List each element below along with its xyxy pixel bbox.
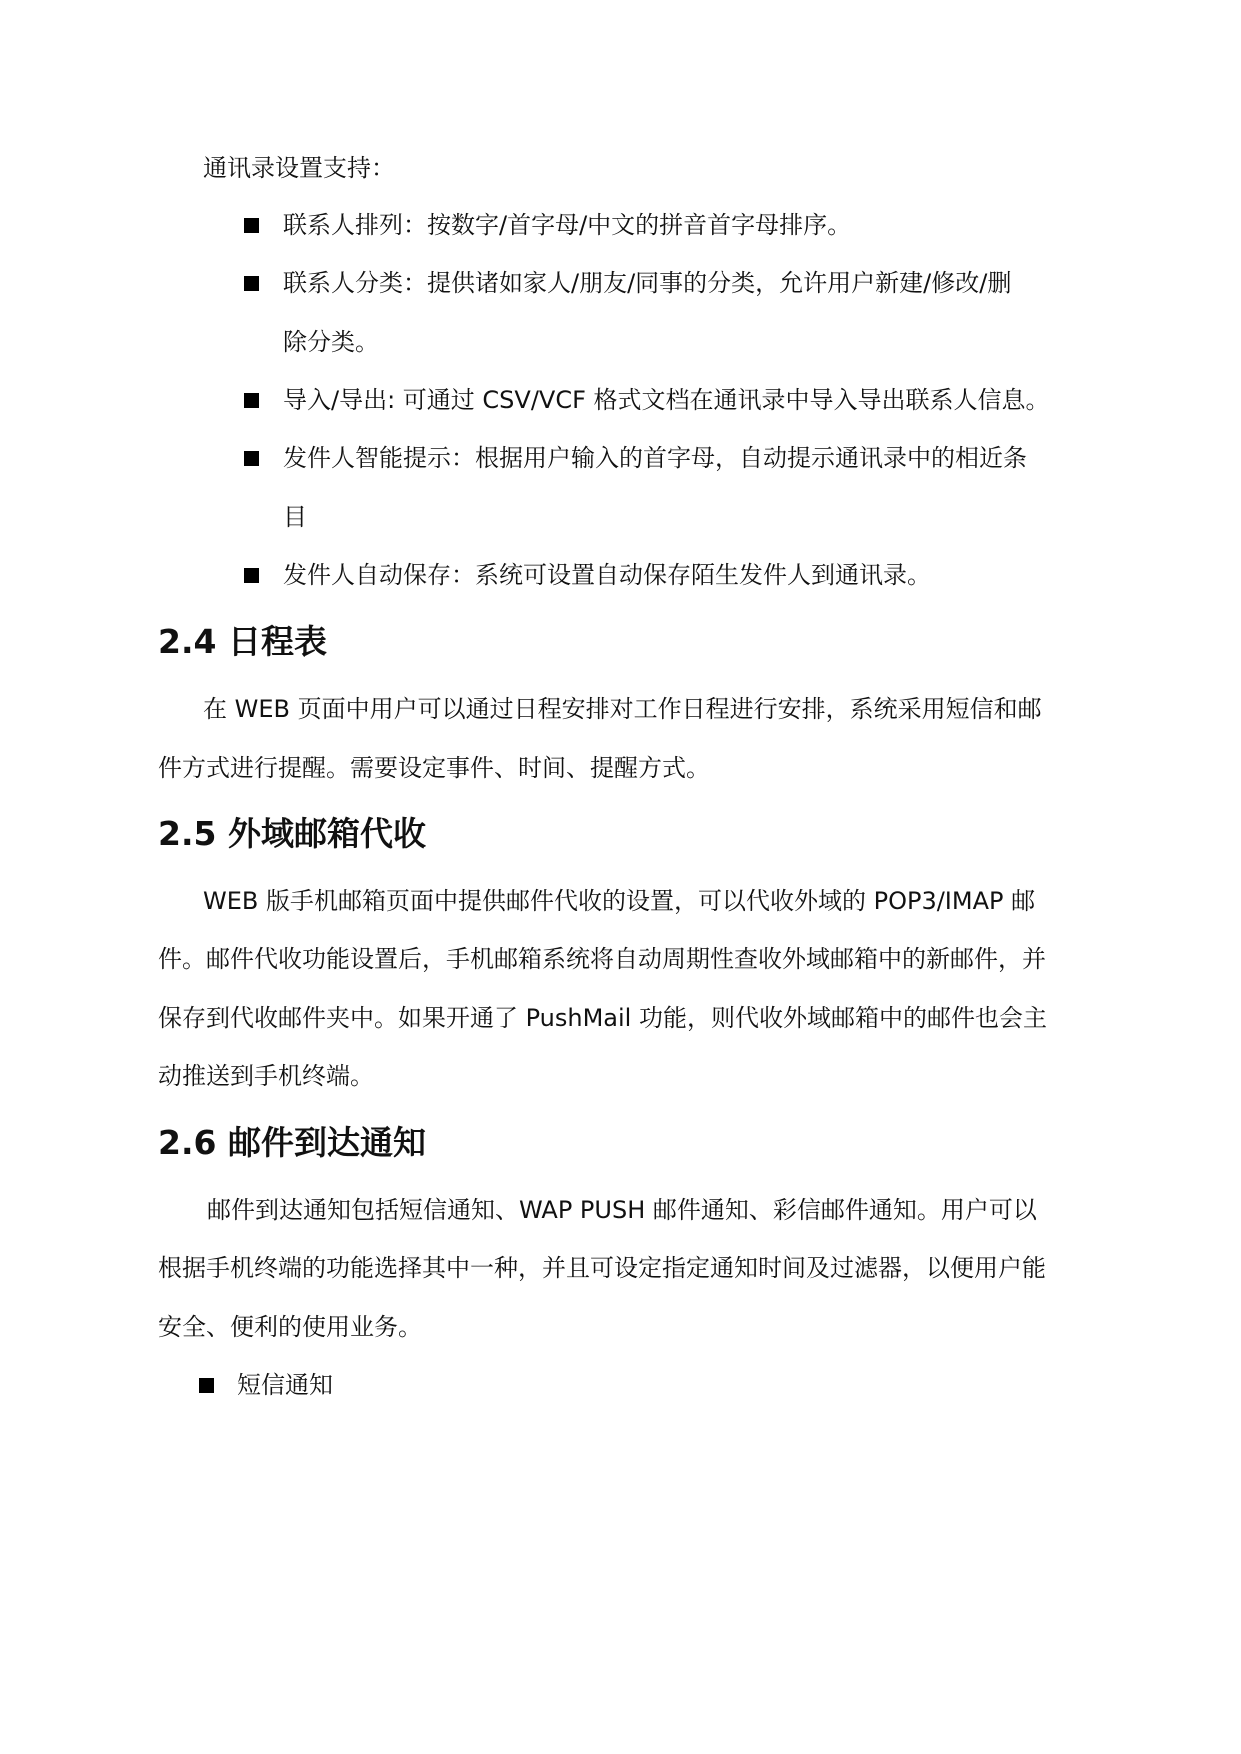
section-heading-2-4: 2.4 日程表: [158, 622, 327, 661]
bullet-square-icon: [244, 568, 259, 583]
section-2-5-line-2: 件。邮件代收功能设置后，手机邮箱系统将自动周期性查收外域邮箱中的新邮件，并: [158, 945, 1046, 973]
contacts-bullet-3: 导入/导出: 可通过 CSV/VCF 格式文档在通讯录中导入导出联系人信息。: [283, 386, 1050, 414]
section-2-5-line-1: WEB 版手机邮箱页面中提供邮件代收的设置，可以代收外域的 POP3/IMAP 邮: [203, 887, 1036, 915]
section-2-4-line-2: 件方式进行提醒。需要设定事件、时间、提醒方式。: [158, 754, 710, 782]
section-2-5-line-3: 保存到代收邮件夹中。如果开通了 PushMail 功能，则代收外域邮箱中的邮件也会主: [158, 1004, 1047, 1032]
contacts-bullet-4: 发件人智能提示：根据用户输入的首字母，自动提示通讯录中的相近条: [283, 444, 1027, 472]
section-heading-2-6: 2.6 邮件到达通知: [158, 1123, 426, 1162]
section-2-5-line-4: 动推送到手机终端。: [158, 1062, 374, 1090]
bullet-square-icon: [244, 393, 259, 408]
contacts-bullet-5: 发件人自动保存：系统可设置自动保存陌生发件人到通讯录。: [283, 561, 931, 589]
section-2-6-line-3: 安全、便利的使用业务。: [158, 1313, 422, 1341]
section-2-6-line-2: 根据手机终端的功能选择其中一种，并且可设定指定通知时间及过滤器，以便用户能: [158, 1254, 1046, 1282]
section-2-6-bullet: 短信通知: [237, 1371, 333, 1399]
contacts-bullet-1: 联系人排列：按数字/首字母/中文的拼音首字母排序。: [283, 211, 852, 239]
bullet-square-icon: [244, 218, 259, 233]
bullet-square-icon: [199, 1378, 214, 1393]
bullet-square-icon: [244, 276, 259, 291]
section-2-6-line-1: 邮件到达通知包括短信通知、WAP PUSH 邮件通知、彩信邮件通知。用户可以: [207, 1196, 1037, 1224]
section-heading-2-5: 2.5 外域邮箱代收: [158, 814, 426, 853]
section-2-4-line-1: 在 WEB 页面中用户可以通过日程安排对工作日程进行安排，系统采用短信和邮: [203, 695, 1042, 723]
contacts-bullet-2: 联系人分类：提供诸如家人/朋友/同事的分类，允许用户新建/修改/删: [283, 269, 1012, 297]
contacts-bullet-2-cont: 除分类。: [283, 328, 379, 356]
bullet-square-icon: [244, 451, 259, 466]
contacts-intro: 通讯录设置支持：: [203, 154, 395, 182]
contacts-bullet-4-cont: 目: [283, 503, 307, 531]
